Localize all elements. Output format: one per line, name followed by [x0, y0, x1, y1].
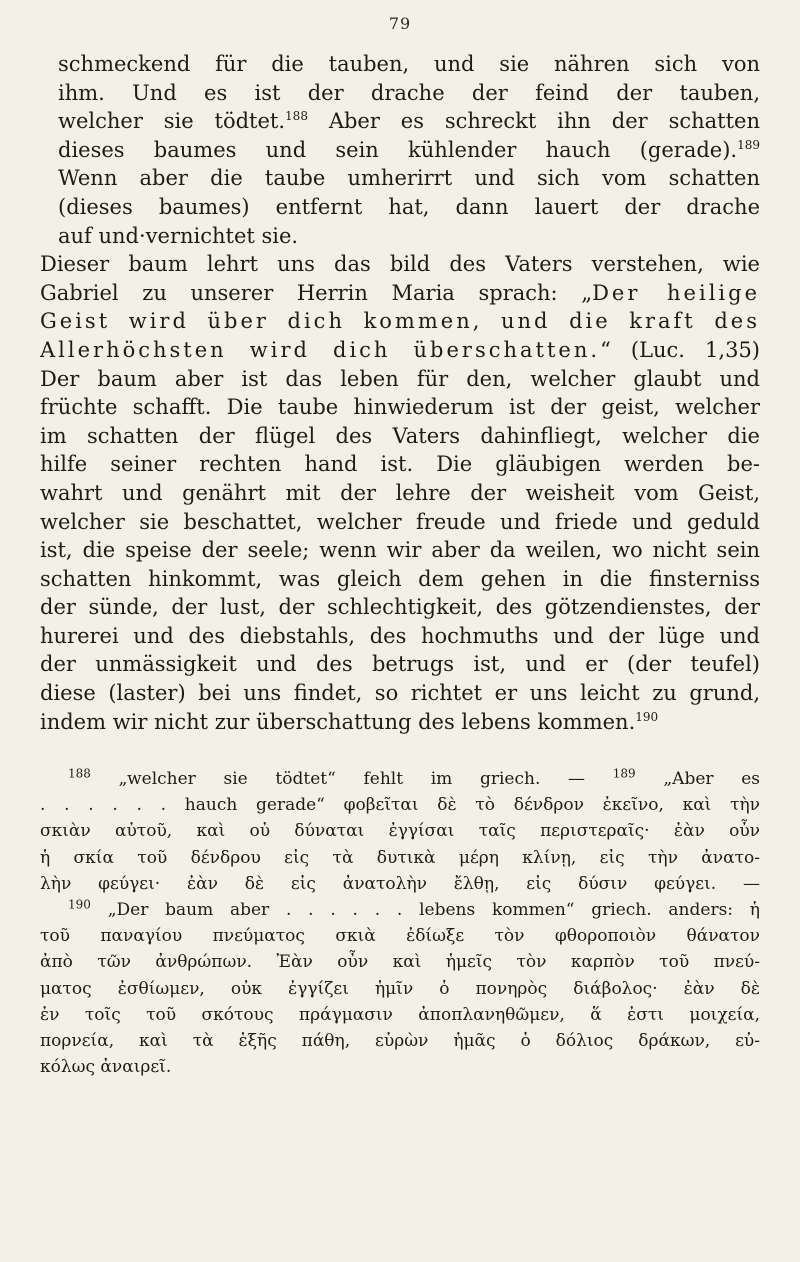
footnote-number: 188 — [68, 766, 91, 781]
footnote-line — [40, 976, 760, 1002]
line-text: hurerei und des diebstahls, des hochmuths und der lüge und — [40, 623, 760, 648]
footnote-line — [40, 845, 760, 871]
text-line — [40, 622, 760, 651]
footnote-text: τοῦ παναγίου πνεύματος σκιὰ ἐδίωξε τὸν φθοροποιὸν θάνατον — [40, 926, 760, 947]
line-text: schmeckend für die tauben, und sie nähren sich von — [58, 52, 760, 76]
text-line — [40, 250, 760, 279]
footnote-text: ἐν τοῖς τοῦ σκότους πράγμασιν ἀποπλανηθῶμεν, ἅ ἐστι μοιχεία, — [40, 1004, 760, 1025]
footnote-line — [40, 871, 760, 897]
footnote-text: „Der baum aber . . . . . . lebens kommen“ griech. anders: ἡ — [90, 899, 760, 920]
footnote-line — [40, 897, 760, 923]
line-text: wahrt und genährt mit der lehre der weisheit vom Geist, — [40, 480, 760, 505]
line-text: ihm. Und es ist der drache der feind der tauben, — [58, 80, 760, 105]
page-number: 79 — [388, 14, 412, 33]
line-text: der unmässigkeit und des betrugs ist, und er (der teufel) — [40, 652, 760, 677]
text-line — [40, 708, 760, 737]
footnote-text: σκιὰν αὐτοῦ, καὶ οὐ δύναται ἐγγίσαι ταῖς περιστεραῖς· ἐὰν οὖν — [40, 821, 760, 842]
text-line — [40, 650, 760, 679]
footnote-line — [40, 923, 760, 949]
text-line — [40, 222, 760, 251]
line-text: schatten hinkommt, was gleich dem gehen in die finsterniss — [40, 566, 760, 591]
footnote-text: „welcher sie tödtet“ fehlt im griech. — — [90, 769, 613, 789]
line-text: im schatten der flügel des Vaters dahinfliegt, welcher die — [40, 423, 760, 448]
footnote-text: πορνεία, καὶ τὰ ἑξῆς πάθη, εὑρὼν ἡμᾶς ὁ δόλιος δράκων, εὐ- — [40, 1030, 760, 1051]
text-line — [40, 536, 760, 565]
spaced-quote-text: Allerhöchsten wird dich überschatten. — [40, 337, 601, 362]
footnote-line — [40, 1028, 760, 1054]
text-line — [40, 307, 760, 336]
line-text: welcher sie beschattet, welcher freude und friede und geduld — [40, 509, 760, 534]
text-line — [40, 79, 760, 108]
text-line — [40, 136, 760, 165]
footnote-line — [40, 766, 760, 792]
line-text-continued: Aber es schreckt ihn der schatten — [307, 109, 760, 134]
line-text: (dieses baumes) entfernt hat, dann lauert der drache — [58, 194, 760, 219]
footnote-text: κόλως ἀναιρεῖ. — [40, 1057, 172, 1078]
footnote-text: ματος ἐσθίωμεν, οὐκ ἐγγίζει ἡμῖν ὁ πονηρὸς διάβολος· ἐὰν δὲ — [40, 978, 760, 999]
line-text: Der baum aber ist das leben für den, welcher glaubt und — [40, 366, 760, 391]
text-line — [40, 679, 760, 708]
text-line — [40, 164, 760, 193]
line-text: Wenn aber die taube umherirrt und sich vom schatten — [58, 166, 760, 191]
footnote-text: ἀπὸ τῶν ἀνθρώπων. Ἐὰν οὖν καὶ ἡμεῖς τὸν καρπὸν τοῦ πνεύ- — [40, 952, 760, 973]
line-text: hilfe seiner rechten hand ist. Die gläubigen werden be- — [40, 452, 760, 477]
line-text: Dieser baum lehrt uns das bild des Vaters verstehen, wie — [40, 252, 760, 277]
footnote-ref: 189 — [737, 137, 760, 152]
line-text: dieses baumes und sein kühlender hauch (gerade). — [58, 137, 738, 162]
footnote-text: . . . . . . hauch gerade“ φοβεῖται δὲ τὸ δένδρον ἐκεῖνο, καὶ τὴν — [40, 795, 760, 816]
text-line — [40, 193, 760, 222]
text-line — [40, 565, 760, 594]
line-text: der sünde, der lust, der schlechtigkeit, des götzendienstes, der — [40, 595, 760, 620]
footnote-ref: 190 — [635, 709, 659, 724]
footnote-ref: 188 — [285, 109, 308, 124]
spaced-quote-text: Der heilige — [592, 280, 760, 305]
spaced-quote-text: Geist wird über dich kommen, und die kraft des — [40, 309, 760, 334]
line-text: welcher sie tödtet. — [58, 109, 286, 134]
line-text: ist, die speise der seele; wenn wir aber da weilen, wo nicht sein — [40, 538, 760, 563]
line-text-continued: “ (Luc. 1,35) — [600, 337, 760, 362]
main-text — [40, 50, 760, 736]
text-line — [40, 50, 760, 79]
footnote-number: 189 — [612, 766, 636, 781]
line-text: früchte schafft. Die taube hinwiederum ist der geist, welcher — [40, 395, 760, 420]
footnote-line — [40, 949, 760, 975]
line-text: indem wir nicht zur überschattung des lebens kommen. — [40, 709, 636, 734]
footnote-line — [40, 1002, 760, 1028]
line-text: Gabriel zu unserer Herrin Maria sprach: „ — [40, 280, 593, 305]
footnote-line — [40, 1054, 760, 1080]
text-line — [40, 107, 760, 136]
text-line — [40, 593, 760, 622]
line-text: auf und·vernichtet sie. — [58, 223, 299, 248]
text-line — [40, 508, 760, 537]
text-line — [40, 279, 760, 308]
text-line — [40, 365, 760, 394]
footnote-line — [40, 818, 760, 844]
footnote-text-continued: „Aber es — [635, 769, 760, 789]
footnotes — [40, 766, 760, 1080]
text-line — [40, 450, 760, 479]
text-line — [40, 422, 760, 451]
footnote-line — [40, 792, 760, 818]
footnote-text: ἡ σκία τοῦ δένδρου εἰς τὰ δυτικὰ μέρη κλίνῃ, εἰς τὴν ἀνατο- — [40, 847, 760, 868]
text-line — [40, 479, 760, 508]
line-text: diese (laster) bei uns findet, so richtet er uns leicht zu grund, — [40, 681, 760, 706]
footnote-number: 190 — [68, 897, 91, 912]
footnote-text: λὴν φεύγει· ἐὰν δὲ εἰς ἀνατολὴν ἔλθῃ, εἰς δύσιν φεύγει. — — [40, 873, 760, 894]
text-line — [40, 336, 760, 365]
text-line — [40, 393, 760, 422]
